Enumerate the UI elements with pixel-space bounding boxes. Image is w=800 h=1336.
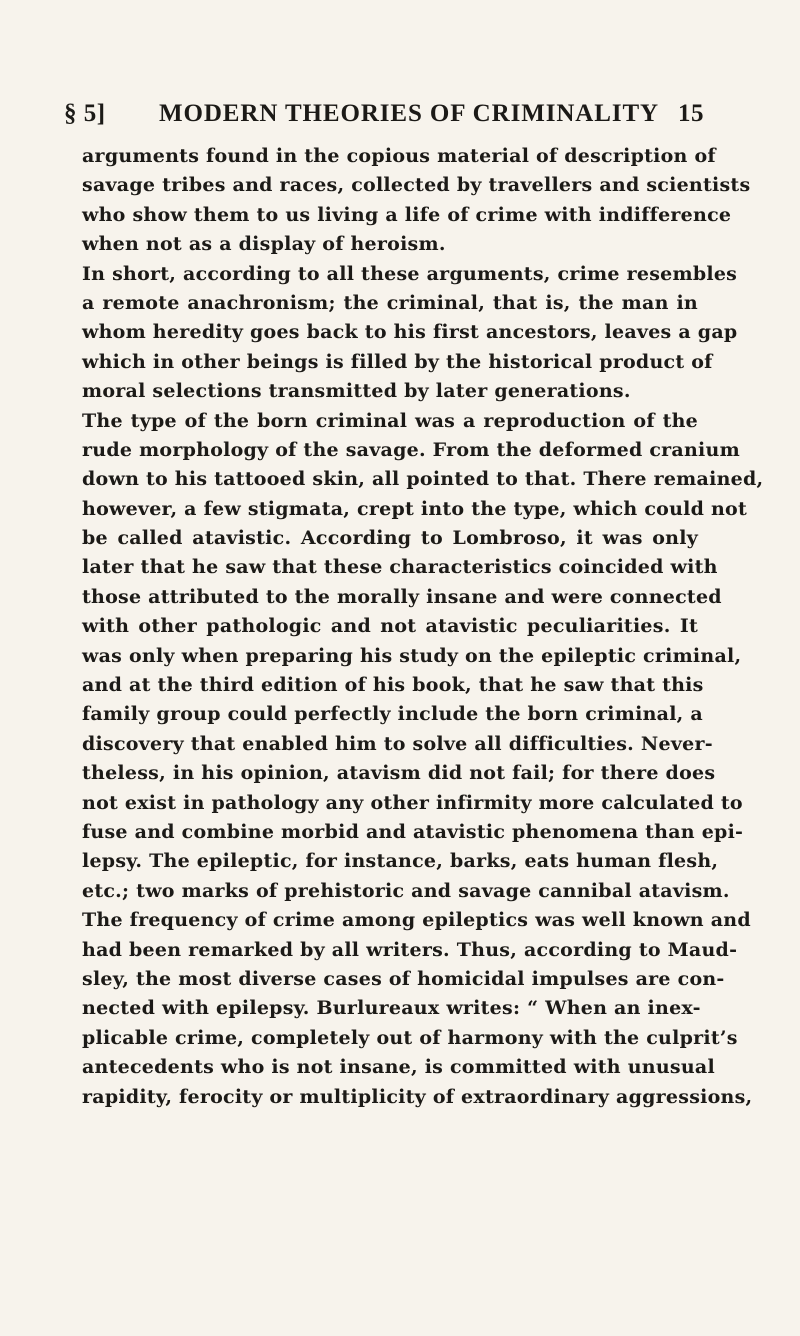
text-line: fuse and combine morbid and atavistic phenomena than epi- xyxy=(82,820,744,843)
text-line: rapidity, ferocity or multiplicity of extraordinary aggressions, xyxy=(82,1085,753,1108)
text-line: moral selections transmitted by later generations. xyxy=(82,380,631,403)
text-line: however, a few stigmata, crept into the type, which could not xyxy=(82,497,748,520)
text-line: with other pathologic and not atavistic peculiarities. It xyxy=(82,615,698,638)
text-line: The type of the born criminal was a reproduction of the xyxy=(82,409,698,432)
body-text xyxy=(82,142,764,1112)
text-line: In short, according to all these arguments, crime resembles xyxy=(82,262,738,285)
text-line: theless, in his opinion, atavism did not fail; for there does xyxy=(82,762,716,785)
text-line: etc.; two marks of prehistoric and savage cannibal atavism. xyxy=(82,879,730,902)
text-line: sley, the most diverse cases of homicidal impulses are con- xyxy=(82,967,725,990)
chapter-title: MODERN THEORIES OF CRIMINALITY xyxy=(159,100,659,127)
text-line: The frequency of crime among epileptics was well known and xyxy=(82,909,751,932)
running-header xyxy=(64,100,704,136)
text-line: later that he saw that these characteristics coincided with xyxy=(82,556,718,579)
text-line: had been remarked by all writers. Thus, according to Maud- xyxy=(82,938,738,961)
text-line: which in other beings is filled by the historical product of xyxy=(82,350,713,373)
text-line: discovery that enabled him to solve all difficulties. Never- xyxy=(82,732,713,755)
text-line: and at the third edition of his book, that he saw that this xyxy=(82,674,704,697)
text-line: family group could perfectly include the born criminal, a xyxy=(82,703,703,726)
text-line: nected with epilepsy. Burlureaux writes: “ When an inex- xyxy=(82,997,701,1020)
text-line: down to his tattooed skin, all pointed to that. There remained, xyxy=(82,468,764,491)
section-marker: § 5] xyxy=(64,100,106,127)
text-line: arguments found in the copious material of description of xyxy=(82,145,716,167)
text-line: whom heredity goes back to his first ancestors, leaves a gap xyxy=(82,321,738,344)
text-line: a remote anachronism; the criminal, that is, the man in xyxy=(82,291,698,314)
text-line: lepsy. The epileptic, for instance, barks, eats human flesh, xyxy=(82,850,719,873)
text-line: when not as a display of heroism. xyxy=(82,233,446,256)
text-line: antecedents who is not insane, is committed with unusual xyxy=(82,1056,715,1079)
text-line: who show them to us living a life of crime with indifference xyxy=(82,203,732,226)
text-line: plicable crime, completely out of harmony with the culprit’s xyxy=(82,1026,738,1049)
text-line: be called atavistic. According to Lombroso, it was only xyxy=(82,527,698,550)
page-number: 15 xyxy=(678,100,704,127)
text-line: was only when preparing his study on the epileptic criminal, xyxy=(82,644,742,667)
text-line: those attributed to the morally insane and were connected xyxy=(82,585,722,608)
text-line: rude morphology of the savage. From the deformed cranium xyxy=(82,438,740,461)
text-line: savage tribes and races, collected by travellers and scientists xyxy=(82,174,751,197)
text-line: not exist in pathology any other infirmity more calculated to xyxy=(82,791,743,814)
